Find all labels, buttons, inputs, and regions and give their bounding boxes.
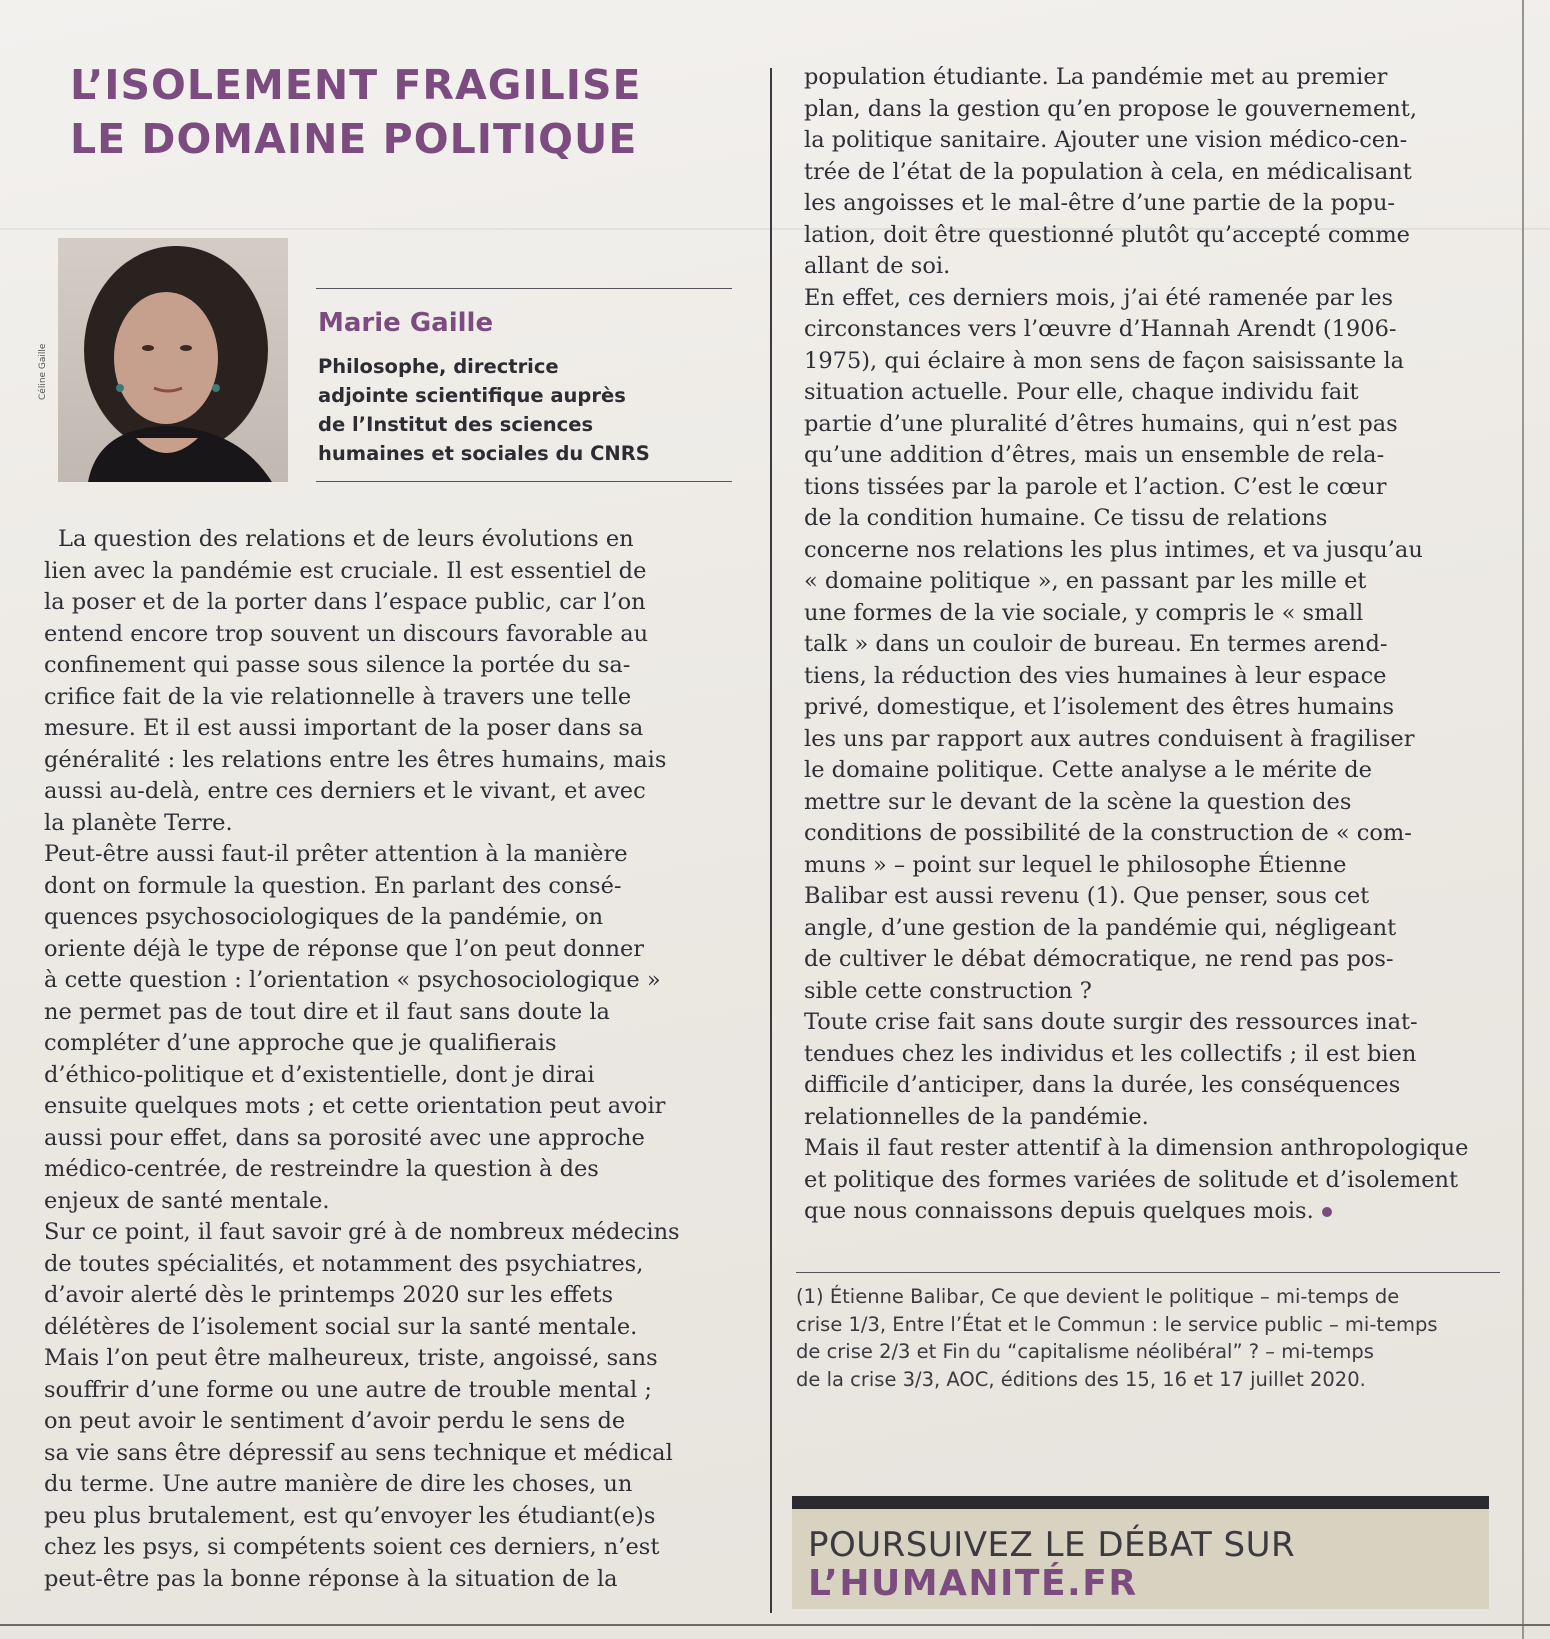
headline-line-1: L’ISOLEMENT FRAGILISE <box>70 61 642 109</box>
article-body-right-column <box>804 62 1504 1228</box>
article-line: Mais l’on peut être malheureux, triste, angoissé, sans <box>44 1345 658 1371</box>
article-line: difficile d’anticiper, dans la durée, les conséquences <box>804 1072 1401 1098</box>
author-name: Marie Gaille <box>318 308 494 338</box>
article-line: d’éthico-politique et d’existentielle, dont je dirai <box>44 1061 595 1088</box>
author-role-line: Philosophe, directrice <box>318 355 559 378</box>
article-line: circonstances vers l’œuvre d’Hannah Arendt (1906- <box>804 316 1397 342</box>
article-line: ensuite quelques mots ; et cette orientation peut avoir <box>44 1093 666 1119</box>
article-line: trée de l’état de la population à cela, en médicalisant <box>804 158 1412 185</box>
article-line: que nous connaissons depuis quelques mois. <box>804 1196 1504 1228</box>
end-of-article-bullet-icon <box>1322 1207 1332 1217</box>
article-line: on peut avoir le sentiment d’avoir perdu le sens de <box>44 1408 626 1434</box>
article-line: les uns par rapport aux autres conduisent à fragiliser <box>804 725 1415 752</box>
article-line: tendues chez les individus et les collectifs ; il est bien <box>804 1040 1417 1067</box>
article-line: les angoisses et le mal-être d’une partie de la popu- <box>804 190 1396 216</box>
article-line: de cultiver le débat démocratique, ne rend pas pos- <box>804 946 1394 972</box>
article-line: Mais il faut rester attentif à la dimension anthropologique <box>804 1135 1469 1161</box>
promo-link[interactable]: L’HUMANITÉ.FR <box>808 1563 1138 1604</box>
article-line: population étudiante. La pandémie met au premier <box>804 64 1388 90</box>
article-line: qu’une addition d’êtres, mais un ensemble de rela- <box>804 442 1385 468</box>
article-line: peu plus brutalement, est qu’envoyer les étudiant(e)s <box>44 1502 656 1529</box>
article-line: mesure. Et il est aussi important de la poser dans sa <box>44 715 644 741</box>
article-line: La question des relations et de leurs évolutions en <box>58 526 634 552</box>
article-line: oriente déjà le type de réponse que l’on peut donner <box>44 935 645 962</box>
article-line: talk » dans un couloir de bureau. En termes arend- <box>804 631 1388 657</box>
page-bottom-rule <box>0 1624 1550 1626</box>
article-line: dont on formule la question. En parlant des consé- <box>44 872 622 899</box>
article-line: la politique sanitaire. Ajouter une vision médico-cen- <box>804 127 1408 153</box>
photo-credit: Céline Gaille <box>38 343 48 400</box>
article-line: entend encore trop souvent un discours favorable au <box>44 620 649 647</box>
article-line: le domaine politique. Cette analyse a le mérite de <box>804 757 1372 783</box>
article-line: aussi au-delà, entre ces derniers et le vivant, et avec <box>44 778 646 804</box>
article-line: aussi pour effet, dans sa porosité avec une approche <box>44 1124 645 1151</box>
footnote-rule <box>796 1272 1500 1273</box>
article-line: partie d’une pluralité d’êtres humains, qui n’est pas <box>804 410 1398 437</box>
author-role-line: humaines et sociales du CNRS <box>318 442 650 465</box>
author-portrait <box>58 238 288 482</box>
article-line: de toutes spécialités, et notamment des psychiatres, <box>44 1250 644 1277</box>
article-line: du terme. Une autre manière de dire les choses, un <box>44 1471 633 1497</box>
article-line: délétères de l’isolement social sur la santé mentale. <box>44 1313 638 1340</box>
column-separator <box>770 68 772 1613</box>
article-line: de la condition humaine. Ce tissu de relations <box>804 505 1328 531</box>
article-line: sible cette construction ? <box>804 977 1092 1004</box>
headline-line-2: LE DOMAINE POLITIQUE <box>70 115 638 163</box>
article-line: Sur ce point, il faut savoir gré à de nombreux médecins <box>44 1219 680 1245</box>
article-line: enjeux de santé mentale. <box>44 1187 330 1214</box>
headline <box>70 58 710 166</box>
article-line: généralité : les relations entre les êtres humains, mais <box>44 746 667 773</box>
promo-box[interactable] <box>792 1509 1489 1609</box>
article-line: quences psychosociologiques de la pandémie, on <box>44 904 604 930</box>
footnote-line: (1) Étienne Balibar, Ce que devient le politique – mi-temps de <box>796 1285 1400 1308</box>
article-line: compléter d’une approche que je qualifierais <box>44 1030 557 1056</box>
article-line: En effet, ces derniers mois, j’ai été ramenée par les <box>804 284 1394 311</box>
article-line: crifice fait de la vie relationnelle à travers une telle <box>44 683 632 710</box>
article-line: allant de soi. <box>804 253 951 279</box>
author-rule-bottom <box>316 481 732 482</box>
article-line: Toute crise fait sans doute surgir des ressources inat- <box>804 1009 1418 1035</box>
article-line: privé, domestique, et l’isolement des êtres humains <box>804 694 1395 720</box>
article-line: la planète Terre. <box>44 809 233 836</box>
article-line: ne permet pas de tout dire et il faut sans doute la <box>44 998 610 1025</box>
page-edge <box>1522 0 1524 1639</box>
article-line: d’avoir alerté dès le printemps 2020 sur les effets <box>44 1282 614 1308</box>
article-line: à cette question : l’orientation « psychosociologique » <box>44 967 661 993</box>
article-line: tiens, la réduction des vies humaines à leur espace <box>804 662 1387 689</box>
article-line: Peut-être aussi faut-il prêter attention à la manière <box>44 841 628 867</box>
article-line: une formes de la vie sociale, y compris le « small <box>804 599 1364 626</box>
article-line: lation, doit être questionné plutôt qu’accepté comme <box>804 221 1410 248</box>
article-line: situation actuelle. Pour elle, chaque individu fait <box>804 379 1359 405</box>
article-line: chez les psys, si compétents soient ces derniers, n’est <box>44 1534 660 1560</box>
article-line: « domaine politique », en passant par les mille et <box>804 568 1367 594</box>
article-line: muns » – point sur lequel le philosophe Étienne <box>804 851 1347 878</box>
article-line: plan, dans la gestion qu’en propose le gouvernement, <box>804 95 1417 122</box>
footnote-line: crise 1/3, Entre l’État et le Commun : le service public – mi-temps <box>796 1312 1438 1336</box>
promo-text: POURSUIVEZ LE DÉBAT SUR <box>808 1525 1296 1565</box>
author-role <box>318 352 738 468</box>
article-line: confinement qui passe sous silence la portée du sa- <box>44 652 631 678</box>
author-role-line: adjointe scientifique auprès <box>318 384 626 407</box>
author-rule-top <box>316 288 732 289</box>
footnote-line: de la crise 3/3, AOC, éditions des 15, 16 et 17 juillet 2020. <box>796 1367 1366 1391</box>
article-line: relationnelles de la pandémie. <box>804 1103 1149 1130</box>
article-line: conditions de possibilité de la construction de « com- <box>804 820 1412 846</box>
promo-bar <box>792 1496 1489 1509</box>
article-body-left-column <box>44 524 734 1595</box>
article-line: la poser et de la porter dans l’espace public, car l’on <box>44 589 646 615</box>
article-line: médico-centrée, de restreindre la question à des <box>44 1156 599 1182</box>
article-line: tions tissées par la parole et l’action. C’est le cœur <box>804 473 1387 500</box>
author-role-line: de l’Institut des sciences <box>318 413 594 436</box>
article-line: et politique des formes variées de solitude et d’isolement <box>804 1166 1459 1193</box>
portrait-illustration <box>58 238 288 482</box>
article-line: angle, d’une gestion de la pandémie qui, négligeant <box>804 914 1397 941</box>
footnote-line: de crise 2/3 et Fin du “capitalisme néolibéral” ? – mi-temps <box>796 1340 1374 1363</box>
article-line: Balibar est aussi revenu (1). Que penser, sous cet <box>804 883 1370 909</box>
article-line: 1975), qui éclaire à mon sens de façon saisissante la <box>804 347 1405 374</box>
article-line: concerne nos relations les plus intimes, et va jusqu’au <box>804 536 1423 563</box>
footnote <box>796 1283 1496 1393</box>
article-line: sa vie sans être dépressif au sens technique et médical <box>44 1439 673 1466</box>
article-line: mettre sur le devant de la scène la question des <box>804 788 1352 815</box>
article-line: souffrir d’une forme ou une autre de trouble mental ; <box>44 1376 652 1403</box>
article-line: peut-être pas la bonne réponse à la situation de la <box>44 1565 618 1592</box>
article-line: lien avec la pandémie est cruciale. Il est essentiel de <box>44 557 647 584</box>
